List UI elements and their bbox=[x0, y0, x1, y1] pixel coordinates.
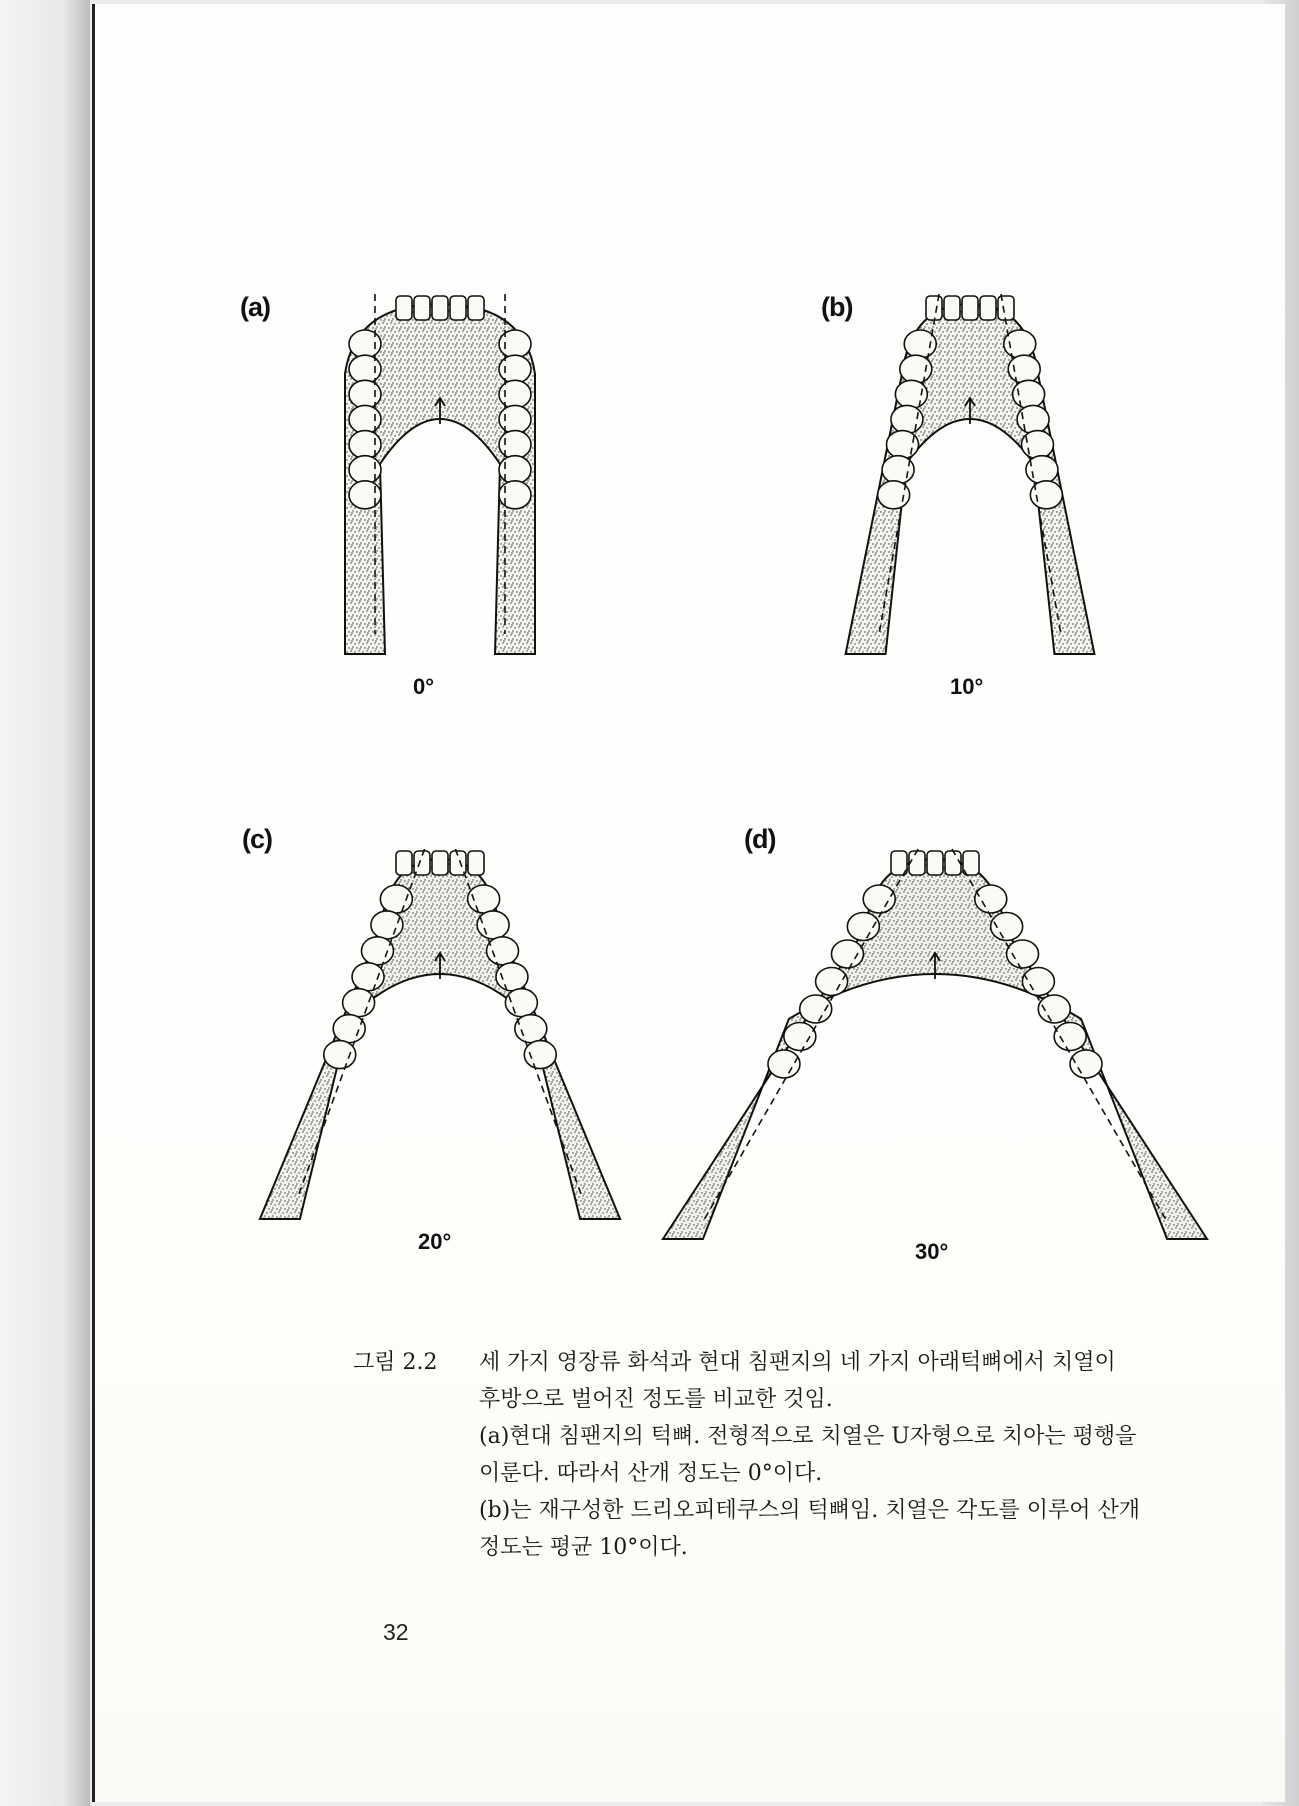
caption-line: (b)는 재구성한 드리오피테쿠스의 턱뼈임. 치열은 각도를 이루어 산개 bbox=[479, 1498, 1141, 1523]
incisor bbox=[396, 296, 412, 320]
tooth bbox=[1017, 405, 1049, 433]
tooth bbox=[991, 913, 1023, 941]
tooth bbox=[349, 456, 381, 484]
incisor bbox=[980, 296, 996, 320]
jaw-bone bbox=[345, 296, 535, 654]
figure-panel-d bbox=[695, 819, 1175, 1329]
tooth bbox=[333, 1015, 365, 1043]
tooth bbox=[768, 1050, 800, 1078]
tooth bbox=[784, 1023, 816, 1051]
book-page bbox=[92, 4, 1285, 1802]
tooth bbox=[499, 355, 531, 383]
tooth bbox=[352, 963, 384, 991]
incisor bbox=[450, 296, 466, 320]
tooth bbox=[361, 937, 393, 965]
incisor bbox=[944, 296, 960, 320]
panel-label-d: (d) bbox=[744, 824, 776, 854]
jaw-outline bbox=[663, 859, 1207, 1239]
incisor bbox=[909, 851, 925, 875]
incisor bbox=[468, 851, 484, 875]
incisor bbox=[468, 296, 484, 320]
tooth bbox=[895, 380, 927, 408]
caption-line: 이룬다. 따라서 산개 정도는 0°이다. bbox=[479, 1461, 823, 1486]
tooth bbox=[800, 995, 832, 1023]
caption-line: 세 가지 영장류 화석과 현대 침팬지의 네 가지 아래턱뼈에서 치열이 bbox=[479, 1350, 1116, 1375]
tooth bbox=[380, 885, 412, 913]
tooth bbox=[1021, 431, 1053, 459]
tooth bbox=[349, 431, 381, 459]
tooth bbox=[324, 1041, 356, 1069]
caption-line: 후방으로 벌어진 정도를 비교한 것임. bbox=[479, 1387, 833, 1412]
tooth bbox=[1022, 968, 1054, 996]
jaw-bone bbox=[260, 851, 620, 1219]
caption-line: (a)현대 침팬지의 턱뼈. 전형적으로 치열은 U자형으로 치아는 평행을 bbox=[479, 1424, 1137, 1449]
tooth bbox=[349, 405, 381, 433]
tooth bbox=[524, 1041, 556, 1069]
left-page-edge bbox=[0, 0, 90, 1806]
tooth bbox=[1013, 380, 1045, 408]
tooth bbox=[349, 355, 381, 383]
incisor bbox=[962, 296, 978, 320]
tooth bbox=[349, 330, 381, 358]
tooth bbox=[1054, 1023, 1086, 1051]
caption-line: 정도는 평균 10°이다. bbox=[479, 1535, 688, 1560]
jaw-illustration-a bbox=[230, 274, 650, 774]
tooth bbox=[349, 380, 381, 408]
tooth bbox=[499, 431, 531, 459]
tooth bbox=[831, 940, 863, 968]
tooth bbox=[499, 405, 531, 433]
incisor bbox=[998, 296, 1014, 320]
jaw-outline bbox=[260, 859, 620, 1219]
tooth bbox=[499, 456, 531, 484]
tooth bbox=[499, 380, 531, 408]
incisor bbox=[396, 851, 412, 875]
angle-label-b: 10° bbox=[950, 674, 984, 699]
tooth bbox=[468, 885, 500, 913]
tooth bbox=[1038, 995, 1070, 1023]
incisor bbox=[432, 851, 448, 875]
tooth bbox=[477, 911, 509, 939]
figure-panel-b bbox=[770, 274, 1190, 774]
panel-label-a: (a) bbox=[240, 292, 270, 322]
tooth bbox=[1070, 1050, 1102, 1078]
incisor bbox=[926, 296, 942, 320]
figure-panel-a bbox=[230, 274, 650, 774]
tooth bbox=[487, 937, 519, 965]
page-number: 32 bbox=[383, 1619, 409, 1645]
tooth bbox=[975, 885, 1007, 913]
tooth bbox=[515, 1015, 547, 1043]
panel-label-b: (b) bbox=[821, 292, 853, 322]
incisor bbox=[927, 851, 943, 875]
incisor bbox=[414, 296, 430, 320]
tooth bbox=[816, 968, 848, 996]
tooth bbox=[847, 913, 879, 941]
angle-label-d: 30° bbox=[915, 1239, 949, 1264]
tooth bbox=[343, 989, 375, 1017]
figure-panel-c bbox=[230, 819, 650, 1329]
jaw-outline bbox=[846, 304, 1095, 654]
tooth bbox=[505, 989, 537, 1017]
caption-text bbox=[479, 1344, 1259, 1566]
tooth bbox=[496, 963, 528, 991]
jaw-bone bbox=[663, 851, 1207, 1239]
tooth bbox=[887, 431, 919, 459]
tooth bbox=[499, 481, 531, 509]
panel-label-c: (c) bbox=[242, 824, 272, 854]
tooth bbox=[371, 911, 403, 939]
jaw-bone bbox=[846, 296, 1095, 654]
incisor bbox=[945, 851, 961, 875]
angle-label-c: 20° bbox=[418, 1229, 452, 1254]
tooth bbox=[1007, 940, 1039, 968]
tooth bbox=[349, 481, 381, 509]
tooth bbox=[863, 885, 895, 913]
tooth bbox=[891, 405, 923, 433]
tooth bbox=[499, 330, 531, 358]
caption-label: 그림 2.2 bbox=[353, 1350, 438, 1375]
incisor bbox=[432, 296, 448, 320]
angle-label-a: 0° bbox=[413, 674, 435, 699]
